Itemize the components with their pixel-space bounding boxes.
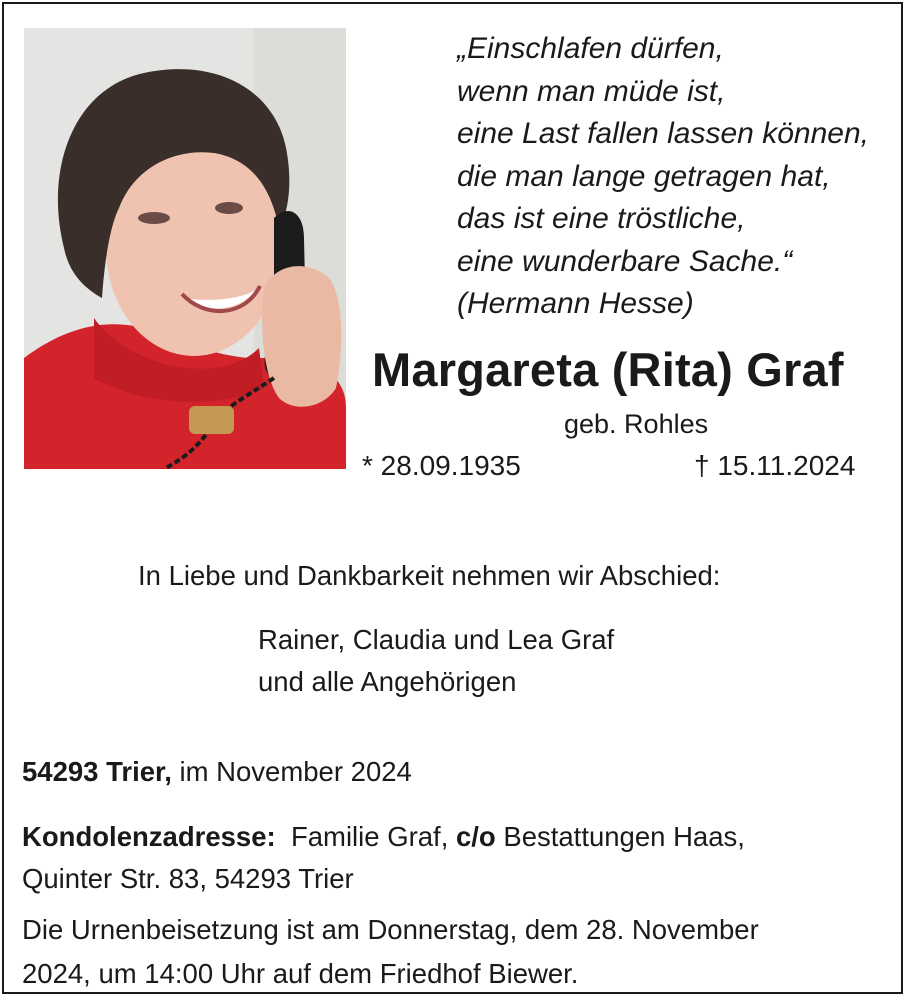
quote-line: das ist eine tröstliche, xyxy=(457,202,746,235)
burial-line: Die Urnenbeisetzung ist am Donnerstag, dem 28. November xyxy=(22,914,759,945)
condolence-street: Quinter Str. 83, 54293 Trier xyxy=(22,863,354,894)
condolence-recipient: Familie Graf, xyxy=(275,821,456,852)
memorial-quote xyxy=(457,28,897,326)
place-city: 54293 Trier, xyxy=(22,756,172,787)
condolence-co: c/o xyxy=(455,821,496,852)
birth-date: * 28.09.1935 xyxy=(362,450,521,481)
maiden-name: geb. Rohles xyxy=(564,409,709,439)
mourners-list xyxy=(258,619,614,703)
place-date xyxy=(22,756,412,788)
deceased-name: Margareta (Rita) Graf xyxy=(372,343,844,396)
condolence-label: Kondolenzadresse: xyxy=(22,821,276,852)
farewell-text: In Liebe und Dankbarkeit nehmen wir Abschied: xyxy=(138,560,721,591)
death-date: † 15.11.2024 xyxy=(694,450,856,481)
quote-line: „Einschlafen dürfen, xyxy=(457,32,724,65)
burial-line: 2024, um 14:00 Uhr auf dem Friedhof Biewer. xyxy=(22,958,579,989)
condolence-address xyxy=(22,816,892,900)
condolence-line xyxy=(22,816,892,858)
quote-author: (Hermann Hesse) xyxy=(457,287,694,320)
quote-line: eine Last fallen lassen können, xyxy=(457,117,869,150)
obituary-notice xyxy=(2,2,903,994)
portrait-photo xyxy=(24,28,346,469)
mourner-line: und alle Angehörigen xyxy=(258,666,517,697)
mourner-line: Rainer, Claudia und Lea Graf xyxy=(258,624,615,655)
quote-line: die man lange getragen hat, xyxy=(457,159,831,193)
condolence-company: Bestattungen Haas, xyxy=(495,821,745,852)
quote-line: eine wunderbare Sache.“ xyxy=(457,244,793,278)
quote-line: wenn man müde ist, xyxy=(457,74,726,108)
place-month: im November 2024 xyxy=(171,756,412,787)
burial-info xyxy=(22,908,897,996)
